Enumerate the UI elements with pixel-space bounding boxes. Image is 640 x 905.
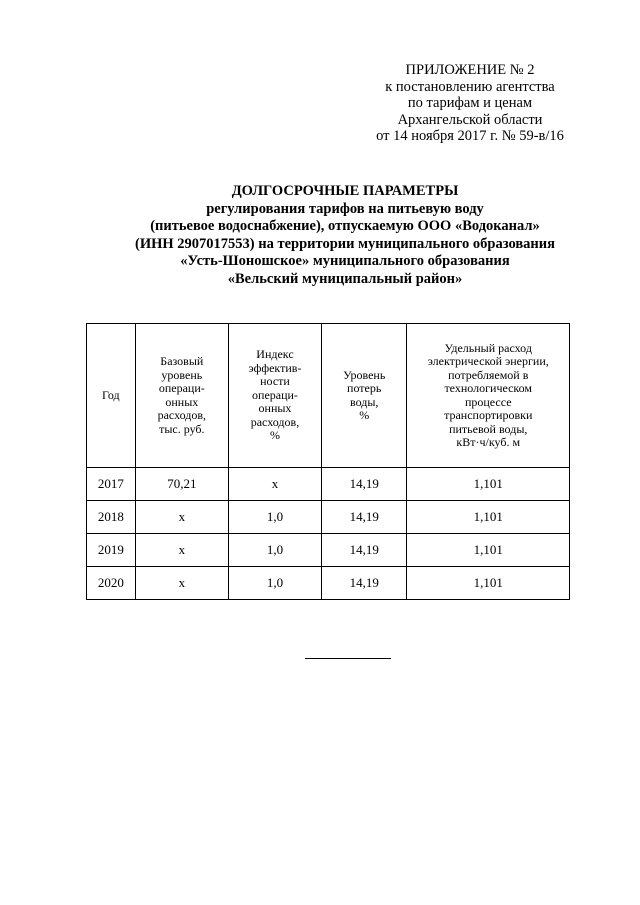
cell-water-loss: 14,19: [321, 468, 407, 501]
cell-base-opex: х: [135, 501, 228, 534]
cell-energy-consumption: 1,101: [407, 534, 570, 567]
header-water-loss: Уровень потерь воды, %: [321, 324, 407, 468]
appendix-number: ПРИЛОЖЕНИЕ № 2: [405, 62, 535, 78]
appendix-line: к постановлению агентства: [385, 78, 555, 95]
cell-energy-consumption: 1,101: [407, 567, 570, 600]
title-line: «Усть-Шоношское» муниципального образования: [180, 253, 510, 269]
table-row: [87, 567, 570, 600]
appendix-line: по тарифам и ценам: [407, 95, 533, 111]
cell-base-opex: х: [135, 534, 228, 567]
closing-rule: [305, 658, 391, 659]
cell-base-opex: 70,21: [135, 468, 228, 501]
cell-water-loss: 14,19: [321, 534, 407, 567]
cell-year: 2019: [87, 534, 136, 567]
cell-year: 2020: [87, 567, 136, 600]
cell-energy-consumption: 1,101: [407, 501, 570, 534]
header-base-opex: Базовый уровень операци- онных расходов, тыс. руб.: [135, 324, 228, 468]
cell-year: 2018: [87, 501, 136, 534]
appendix-header: [350, 62, 590, 145]
cell-year: 2017: [87, 468, 136, 501]
cell-base-opex: х: [135, 567, 228, 600]
header-year: Год: [87, 324, 136, 468]
cell-efficiency-index: 1,0: [229, 567, 322, 600]
document-title: [60, 183, 630, 288]
cell-efficiency-index: х: [229, 468, 322, 501]
title-line: регулирования тарифов на питьевую воду: [206, 200, 484, 217]
appendix-line: Архангельской области: [397, 111, 543, 128]
table-header-row: [87, 324, 570, 468]
title-line: «Вельский муниципальный район»: [227, 270, 463, 287]
header-efficiency-index: Индекс эффектив- ности операци- онных расходов, %: [229, 324, 322, 468]
header-energy-consumption: Удельный расход электрической энергии, потребляемой в технологическом процессе транспортировки питьевой воды, кВт·ч/куб. м: [407, 324, 570, 468]
cell-efficiency-index: 1,0: [229, 534, 322, 567]
title-line: (питьевое водоснабжение), отпускаемую ООО «Водоканал»: [150, 218, 540, 234]
cell-water-loss: 14,19: [321, 501, 407, 534]
title-line: (ИНН 2907017553) на территории муниципального образования: [135, 235, 555, 252]
cell-energy-consumption: 1,101: [407, 468, 570, 501]
appendix-date: от 14 ноября 2017 г. № 59-в/16: [376, 128, 564, 144]
table-row: [87, 501, 570, 534]
table-row: [87, 468, 570, 501]
table-row: [87, 534, 570, 567]
parameters-table: [86, 323, 570, 600]
cell-efficiency-index: 1,0: [229, 501, 322, 534]
cell-water-loss: 14,19: [321, 567, 407, 600]
title-line: ДОЛГОСРОЧНЫЕ ПАРАМЕТРЫ: [231, 183, 459, 199]
